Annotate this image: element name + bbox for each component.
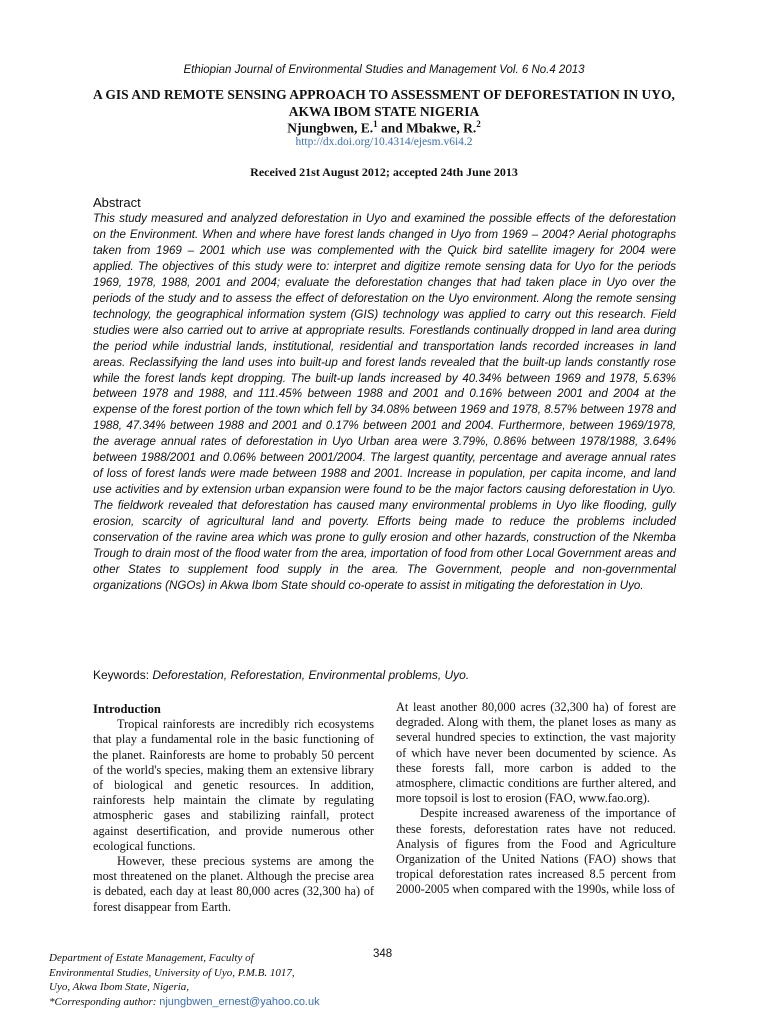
author-1-affil: 1 <box>373 119 378 129</box>
author-2: Mbakwe, R. <box>406 120 477 136</box>
corresponding-author <box>49 995 469 1010</box>
abstract-body: This study measured and analyzed deforestation in Uyo and examined the possible effects of the deforestation on the Environment. When and where have forest lands changed in Uyo from 1969 – 2004? Aerial photographs taken from 1969 – 2001 which use was complemented with the Quick bird satellite imagery for 2004 were applied. The objectives of this study were to: interpret and digitize remote sensing data for Uyo for the periods 1969, 1978, 1988, 2001 and 2004; evaluate the deforestation changes that had taken place in Uyo over the periods of the study and to assess the effect of deforestation on the Uyo environment. Along the remote sensing technology, the geographical information system (GIS) technology was applied to carry out this research. Field studies were also carried out to arrive at appropriate results. Forestlands continually dropped in land area during the period while industrial lands, institutional, residential and transportation lands recorded increases in land areas. Reclassifying the land uses into built-up and forest lands revealed that the built-up lands constantly rose while the forest lands kept dropping. The built-up lands increased by 40.34% between 1969 and 1978, 5.63% between 1978 and 1988, and 111.45% between 1988 and 2001 and 0.16% between 2001 and 2004 at the expense of the forest portion of the town which fell by 34.08% between 1969 and 1978, 8.57% between 1978 and 1988, 47.34% between 1988 and 2001 and 0.17% between 2001 and 2004. Furthermore, between 1969/1978, the average annual rates of deforestation in Uyo Urban area were 3.79%, 0.86% between 1978/1988, 3.64% between 1988/2001 and 0.06% between 2001/2004. The largest quantity, percentage and average annual rates of loss of forest lands were made between 1988 and 2001. Increase in population, per capita income, and land use activities and by extension urban expansion were found to be the major factors causing deforestation in Uyo. The fieldwork revealed that deforestation has caused many environmental problems in Uyo like flooding, gully erosion, scarcity of agricultural land and poverty. Efforts being made to reduce the problems included conservation of the ravine area which was prone to gully erosion and other hazards, construction of the Nkemba Trough to drain most of the flood water from the area, importation of food from other Local Government areas and other States to supplement food supply in the area. The Government, people and non-governmental organizations (NGOs) in Akwa Ibom State should co-operate to assist in mitigating the deforestation in Uyo. <box>93 212 676 592</box>
affiliation-line-3: Uyo, Akwa Ibom State, Nigeria, <box>49 981 190 993</box>
body-column-right <box>396 700 676 898</box>
author-1: Njungbwen, E. <box>287 120 374 136</box>
author-separator: and <box>377 120 407 136</box>
author-list <box>0 119 768 137</box>
author-2-affil: 2 <box>476 119 481 129</box>
journal-header: Ethiopian Journal of Environmental Studies and Management Vol. 6 No.4 2013 <box>183 64 585 76</box>
received-dates: Received 21st August 2012; accepted 24th June 2013 <box>250 165 518 179</box>
keywords-text: Deforestation, Reforestation, Environmental problems, Uyo. <box>152 668 470 682</box>
doi-link[interactable]: http://dx.doi.org/10.4314/ejesm.v6i4.2 <box>295 136 473 148</box>
intro-paragraph-2: However, these precious systems are among the most threatened on the planet. Although the precise area is debated, each day at least 80,000 acres (32,300 ha) of forest disappear from Earth. <box>93 854 374 914</box>
page-number: 348 <box>373 948 393 960</box>
keywords <box>93 668 676 682</box>
intro-paragraph-1: Tropical rainforests are incredibly rich ecosystems that play a fundamental role in the basic functioning of the planet. Rainforests are home to probably 50 percent of the world's species, making them an extensive library of biological and genetic resources. In addition, rainforests help maintain the climate by regulating atmospheric gases and stabilizing rainfall, protect against desertification, and provide numerous other ecological functions. <box>93 717 374 853</box>
affiliation-line-2: Environmental Studies, University of Uyo, P.M.B. 1017, <box>49 966 295 979</box>
keywords-label: Keywords: <box>93 668 153 682</box>
corresponding-label: *Corresponding author: <box>49 995 160 1008</box>
introduction-heading: Introduction <box>93 702 161 716</box>
paper-title <box>60 86 708 120</box>
corresponding-email-link[interactable]: njungbwen_ernest@yahoo.co.uk <box>159 995 320 1008</box>
affiliation-line-1: Department of Estate Management, Faculty of <box>49 952 254 964</box>
body-column-left <box>93 702 374 915</box>
title-line-2: AKWA IBOM STATE NIGERIA <box>288 104 480 119</box>
intro-paragraph-3: At least another 80,000 acres (32,300 ha) of forest are degraded. Along with them, the planet loses as many as several hundred species to extinction, the vast majority of which have never been documented by science. As these forests fall, more carbon is added to the atmosphere, climactic conditions are further altered, and more topsoil is lost to erosion (FAO, www.fao.org). <box>396 700 676 806</box>
abstract-heading: Abstract <box>93 195 141 210</box>
affiliation-footnote <box>49 951 469 1009</box>
title-line-1: A GIS AND REMOTE SENSING APPROACH TO ASSESSMENT OF DEFORESTATION IN UYO, <box>93 87 675 102</box>
intro-paragraph-4: Despite increased awareness of the importance of these forests, deforestation rates have not reduced. Analysis of figures from the Food and Agriculture Organization of the United Nations (FAO) shows that tropical deforestation rates increased 8.5 percent from 2000-2005 when compared with the 1990s, while loss of <box>396 806 676 897</box>
